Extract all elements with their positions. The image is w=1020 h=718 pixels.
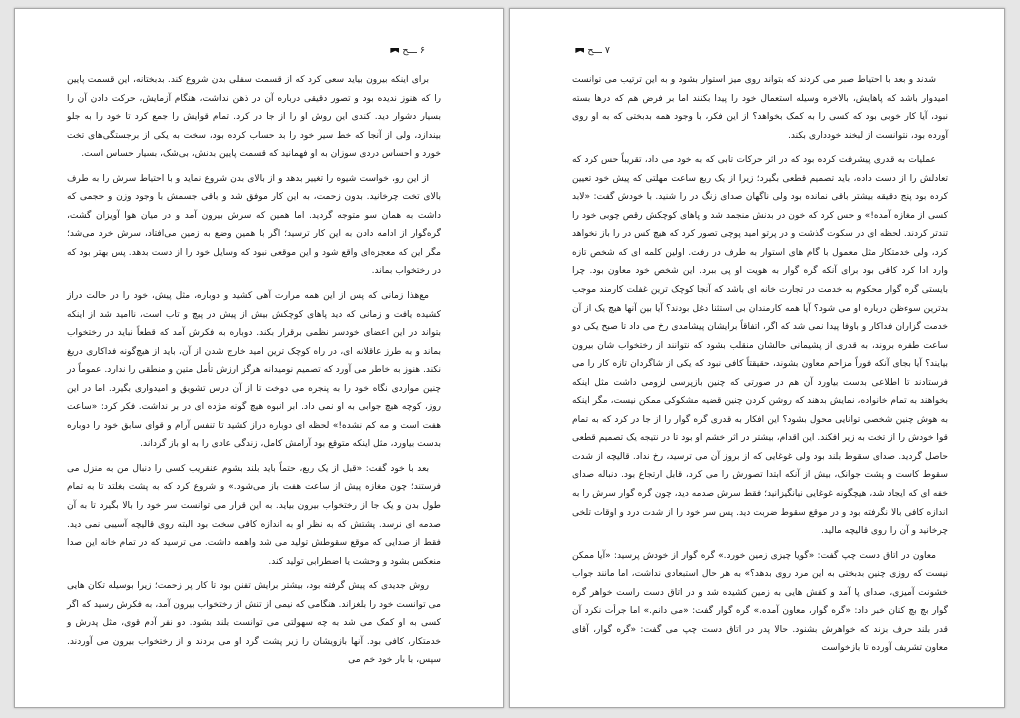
document-page-left (14, 8, 504, 708)
page-number-left: ۶ ـــح (402, 45, 425, 56)
paragraph: معاون در اتاق دست چپ گفت: «گویا چیزی زمین خورد.» گره گوار از خودش پرسید: «آیا ممکن نیست که روزی چنین بدبختی به این مرد روی بدهد؟» به هر حال استبعادی نداشت، اما مانند جواب خشونت آمیزی، صدای پا آمد و کفش هایی به زمین کشیده شد و در اتاق دست راست خواهر گره گوار بچ بچ کنان خبر داد: «گره گوار، معاون آمده.» گره گوار گفت: «می دانم.» اما جرأت نکرد آن قدر بلند حرف بزند که خواهرش بشنود. حالا پدر در اتاق دست چپ می گفت: «گره گوار، آقای معاون تشریف آورده تا بازخواست (572, 550, 948, 654)
page-body-left (67, 71, 441, 676)
paragraph: مع‌هذا زمانی که پس از این همه مرارت آهی کشید و دوباره، مثل پیش، خود را در حالت دراز کشیده یافت و زمانی که دید پاهای کوچکش بیش از پیش در پیچ و تاب است، ناامید شد از اینکه بتواند در این اعضای خودسر نظمی برقرار بکند. دوباره به فکرش آمد که قطعاً نباید در رختخواب بماند و به طرز عاقلانه ای، در راه کوچک ترین امید خارج شدن از آن، باید از هیچ‌گونه فداکاری دریغ نکند. هنوز به خاطر می آورد که تصمیم نومیدانه هرگز ارزش تأمل متین و منطقی را ندارد. عموماً در چنین مواردی نگاه خود را به پنجره می دوخت تا از آن درس تشویق و امیدواری بگیرد. اما در این روز، کوچه هیچ جوابی به او نمی داد. ابر انبوه هیچ گونه مژده ای در بر نداشت. فکر کرد: «ساعت هفت است و مه کم نشده!» لحظه ای دوباره دراز کشید تا تنفس آرام و قوای سابق خود را دوباره بدست بیاورد، مثل اینکه متوقع بود آرامش کامل، زندگی عادی را به او باز گرداند. (67, 291, 441, 450)
paragraph: از این رو، خواست شیوه را تغییر بدهد و از بالای بدن شروع نماید و با احتیاط سرش را به طرف بالای تخت چرخانید. بدون زحمت، به این کار موفق شد و باقی جسمش با وجود وزن و حجمی که داشت به همان سو متوجه گردید. اما همین که سرش بیرون آمد و در میان هوا آویزان گشت، گره‌گوار از ادامه دادن به این کار ترسید؛ اگر با همین وضع به زمین می‌افتاد، سرش خرد می‌شد؛ مگر این که معجزه‌ای واقع شود و این موقعی نبود که وسایل خود را از دست بدهد. پس بهتر بود که در رختخواب بماند. (67, 173, 441, 277)
paragraph: عملیات به قدری پیشرفت کرده بود که در اثر حرکات تابی که به خود می داد، تقریباً حس کرد که تعادلش را از دست داده، باید تصمیم قطعی بگیرد؛ زیرا از یک ربع ساعت مهلتی که پیش خود تعیین کرده بود پنج دقیقه بیشتر باقی نمانده بود ولی ناگهان صدای زنگ در را شنید. با خودش گفت: «لابد کسی از مغازه آمده!» و حس کرد که خون در بدنش منجمد شد و پاهای کوچکش رقص چوبی خود را تندتر کردند. لحظه ای در سکوت گذشت و در پرتو امید پوچی تصور کرد که هیچ کس در را باز نخواهد کرد، ولی خدمتکار مثل معمول با گام های استوار به طرف در رفت. اولین کلمه ای که شخص تازه وارد ادا کرد کافی بود برای آنکه گره گوار به هویت او پی ببرد. این شخص خود معاون بود. چرا بایستی گره گوار محکوم به خدمت در تجارت خانه ای باشد که آنجا کوچک ترین غفلت کارمند موجب بدترین سوءظن درباره او می شود؟ آیا همه کارمندان بی استثنا دغل بودند؟ آیا بین آنها هیچ یک از آن خدمت گزاران فداکار و باوفا پیدا نمی شد که اگر، اتفاقاً برایشان پیشامدی رخ می داد تا صبح یکی دو ساعت طفره بروند، به قدری از پشیمانی حالشان منقلب بشود که نتوانند از رختخواب شان بیرون بیایند؟ آیا بجای آنکه فوراً مزاحم معاون بشوند، حقیقتاً کافی نبود که یکی از شاگردان تازه کار را می فرستادند تا اطلاعی بدست بیاورد آن هم در صورتی که چنین بازپرسی لزومی داشت مثل اینکه بخواهند به تمام خانواده، نمایش بدهند که روشن کردن چنین قضیه مشکوکی ممکن نیست، مگر اینکه به هوش چنین شخصی توانایی محول بشود؟ این افکار به قدری گره گوار را از جا در کرد که به تمام قوا خودش را از تخت به زیر افکند. این اقدام، بیشتر در اثر خشم او بود تا در نتیجه یک تصمیم قطعی حاصل گردید. صدای سقوط بلند بود ولی غوغایی که از بروز آن می ترسید، رخ نداد. قالیچه از شدت سقوط کاست و پشت جوانک، بیش از آنکه ابتدا تصورش را می کرد، قابل ارتجاع بود. دنباله صدای خفه ای که ایجاد شد، هیچگونه غوغایی نیانگیزانید؛ فقط سرش صدمه دید، چون گره گوار سرش را به اندازه کافی بالا نگرفته بود و در موقع سقوط ضربت دید. پس سر خود را از شدت درد و اوقات تلخی چرخانید و آن را روی قالیچه مالید. (572, 155, 948, 537)
page-body-right (572, 71, 948, 664)
page-header-right (575, 45, 610, 56)
bookmark-icon (575, 48, 584, 53)
bookmark-icon (390, 48, 399, 53)
paragraph: برای اینکه بیرون بیاید سعی کرد که از قسمت سفلی بدن شروع کند. بدبختانه، این قسمت پایین را که هنوز ندیده بود و تصور دقیقی درباره آن در ذهن نداشت، هنگام آزمایش، حرکت دادن آن را بسیار دشوار دید. کندی این روش او را از جا در کرد. تمام قوایش را جمع کرد تا خود را به جلو بیندازد، ولی از آنجا که خط سیر خود را بد حساب کرده بود، سخت به یکی از برجستگی‌های تخت خورد و احساس دردی سوزان به او فهمانید که قسمت پایین بدنش، بی‌شک، بسیار حساس است. (67, 75, 441, 160)
document-page-right (509, 8, 1005, 708)
paragraph: روش جدیدی که پیش گرفته بود، بیشتر برایش تفنن بود تا کار پر زحمت؛ زیرا بوسیله تکان هایی می توانست خود را بلغزاند. هنگامی که نیمی از تنش از رختخواب بیرون آمد، به فکرش رسید که اگر کسی به او کمک می شد به چه سهولتی می توانست بلند بشود. دو نفر آدم قوی، مثل پدرش و خدمتکار، کافی بود. آنها بازویشان را زیر پشت گرد او می بردند و از رختخواب بیرون می آوردند. سپس، با بار خود خم می (67, 581, 441, 666)
paragraph: شدند و بعد با احتیاط صبر می کردند که بتواند روی میز استوار بشود و به این ترتیب می توانست امیدوار باشد که پاهایش، بالاخره وسیله استعمال خود را پیدا بکنند اما بر فرض هم که درها بسته نبود، آیا کار خوبی بود که کسی را به کمک بخواهد؟ از این فکر، با وجود همه بدبختی که به او روی آورده بود، نتوانست از لبخند خودداری بکند. (572, 75, 948, 141)
page-number-right: ۷ ـــح (587, 45, 610, 56)
paragraph: بعد با خود گفت: «قبل از یک ربع، حتماً باید بلند بشوم عنقریب کسی را دنبال من به منزل می فرستند؛ چون مغازه پیش از ساعت هفت باز می‌شود.» و شروع کرد که به پشت بغلتد تا به تمام طول بدن و یک جا از رختخواب بیرون بیاید. به این قرار می توانست سر خود را بالا بگیرد تا به آن صدمه ای نرسد. پشتش که به نظر او به اندازه کافی سخت بود البته روی قالیچه آسیبی نمی دید. فقط از صدایی که موقع سقوطش تولید می شد واهمه داشت. می ترسید که در تمام خانه این صدا منعکس بشود و وحشت یا اضطرابی تولید کند. (67, 463, 441, 567)
page-header-left (390, 45, 425, 56)
